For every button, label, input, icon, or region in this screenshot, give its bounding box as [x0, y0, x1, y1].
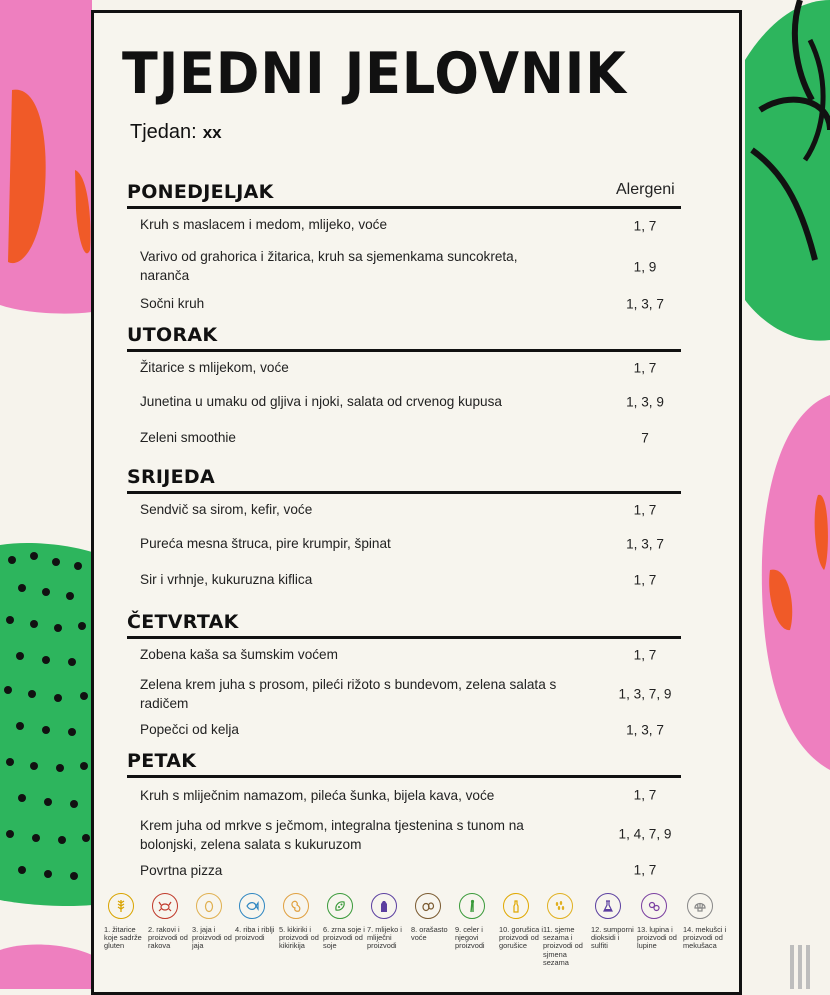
legend-label: 1. žitarice koje sadrže gluten — [104, 925, 142, 951]
fish-icon — [239, 893, 265, 919]
legend-label: 12. sumporni dioksidi i sulfiti — [591, 925, 634, 951]
day-title: ČETVRTAK — [127, 611, 681, 639]
week-label: Tjedan: — [130, 121, 197, 143]
meal-row — [127, 812, 681, 856]
allergens-header: Alergeni — [616, 181, 675, 198]
meal-row — [127, 778, 681, 812]
allergen-legend — [100, 893, 740, 989]
crab-icon — [152, 893, 178, 919]
day-title: PONEDJELJAK — [127, 181, 681, 209]
meal-text: Sir i vrhnje, kukuruzna kiflica — [140, 572, 313, 587]
legend-item — [411, 893, 455, 942]
meal-allergens: 1, 4, 7, 9 — [618, 826, 672, 842]
legend-label: 4. riba i riblji proizvodi — [235, 925, 275, 943]
meal-text: Junetina u umaku od gljiva i njoki, salata od crvenog kupusa — [140, 394, 502, 409]
meal-row — [127, 243, 681, 291]
meal-text: Kruh s mliječnim namazom, pileća šunka, bijela kava, voće — [140, 788, 495, 803]
meal-row — [127, 420, 681, 456]
week-value: xx — [202, 123, 222, 142]
meal-row — [127, 384, 681, 420]
legend-label: 5. kikiriki i proizvodi od kikirikija — [279, 925, 319, 951]
meal-text: Žitarice s mlijekom, voće — [140, 360, 289, 375]
legend-label: 6. zrna soje i proizvodi od soje — [323, 925, 365, 951]
legend-item — [499, 893, 543, 951]
meal-text: Zeleni smoothie — [140, 430, 236, 445]
legend-label: 2. rakovi i proizvodi od rakova — [148, 925, 188, 951]
day-title: PETAK — [127, 750, 681, 778]
day-section-friday — [127, 750, 681, 884]
meal-row — [127, 526, 681, 562]
page-title: TJEDNI JELOVNIK — [122, 41, 627, 107]
meal-row — [127, 562, 681, 598]
celery-icon — [459, 893, 485, 919]
day-section-tuesday — [127, 324, 681, 456]
meal-row — [127, 671, 681, 717]
legend-item — [148, 893, 192, 951]
legend-item — [235, 893, 279, 942]
meal-allergens: 1, 7 — [633, 647, 657, 663]
meal-row — [127, 494, 681, 526]
wheat-icon — [108, 893, 134, 919]
menu-sheet — [91, 10, 742, 995]
meal-text: Zelena krem juha s prosom, pileći rižoto s bundevom, zelena salata s radičem — [140, 677, 557, 711]
day-section-monday — [127, 181, 681, 317]
meal-text: Kruh s maslacem i medom, mlijeko, voće — [140, 217, 388, 232]
day-section-wednesday — [127, 466, 681, 598]
milk-icon — [371, 893, 397, 919]
legend-item — [279, 893, 323, 951]
meal-row — [127, 856, 681, 884]
lupin-icon — [641, 893, 667, 919]
meal-allergens: 1, 7 — [633, 862, 657, 878]
legend-label: 10. gorušica i proizvodi od gorušice — [499, 925, 543, 951]
meal-row — [127, 291, 681, 317]
week-line — [130, 121, 222, 144]
soy-icon — [327, 893, 353, 919]
meal-allergens: 1, 7 — [633, 218, 657, 234]
legend-item — [367, 893, 411, 951]
flask-icon — [595, 893, 621, 919]
legend-item — [323, 893, 367, 951]
meal-allergens: 1, 3, 7 — [626, 296, 664, 312]
legend-item — [455, 893, 499, 951]
legend-item — [683, 893, 727, 951]
legend-label: 11. sjeme sezama i proizvodi od sjmena sezama — [543, 925, 583, 967]
day-title: UTORAK — [127, 324, 681, 352]
meal-allergens: 1, 3, 7 — [626, 536, 664, 552]
meal-allergens: 1, 7 — [633, 502, 657, 518]
legend-label: 7. mlijeko i mliječni proizvodi — [367, 925, 402, 951]
legend-label: 8. orašasto voće — [411, 925, 448, 943]
meal-allergens: 1, 7 — [633, 787, 657, 803]
legend-label: 14. mekušci i proizvodi od mekušaca — [683, 925, 727, 951]
meal-text: Pureća mesna štruca, pire krumpir, špinat — [140, 536, 391, 551]
legend-item — [192, 893, 236, 951]
legend-item — [543, 893, 587, 967]
meal-allergens: 1, 3, 7, 9 — [618, 686, 672, 702]
meal-allergens: 1, 7 — [633, 360, 657, 376]
nut-icon — [415, 893, 441, 919]
mustard-icon — [503, 893, 529, 919]
meal-allergens: 1, 3, 9 — [626, 394, 664, 410]
shell-icon — [687, 893, 713, 919]
day-title: SRIJEDA — [127, 466, 681, 494]
meal-row — [127, 352, 681, 384]
meal-allergens: 1, 3, 7 — [626, 722, 664, 738]
meal-row — [127, 717, 681, 743]
meal-text: Sendvič sa sirom, kefir, voće — [140, 502, 313, 517]
peanut-icon — [283, 893, 309, 919]
meal-text: Varivo od grahorica i žitarica, kruh sa sjemenkama suncokreta, naranča — [140, 249, 518, 283]
legend-label: 9. celer i njegovi proizvodi — [455, 925, 485, 951]
legend-label: 13. lupina i proizvodi od lupine — [637, 925, 677, 951]
legend-item — [104, 893, 148, 951]
meal-text: Popečci od kelja — [140, 722, 239, 737]
meal-text: Krem juha od mrkve s ječmom, integralna tjestenina s tunom na bolonjski, zelena salata s kukuruzom — [140, 818, 524, 852]
meal-row — [127, 209, 681, 243]
legend-item — [637, 893, 681, 951]
meal-text: Sočni kruh — [140, 296, 205, 311]
meal-row — [127, 639, 681, 671]
legend-item — [591, 893, 635, 951]
meal-allergens: 7 — [641, 430, 649, 446]
meal-text: Povrtna pizza — [140, 863, 223, 878]
meal-allergens: 1, 9 — [633, 259, 657, 275]
egg-icon — [196, 893, 222, 919]
day-section-thursday — [127, 611, 681, 743]
meal-allergens: 1, 7 — [633, 572, 657, 588]
sesame-icon — [547, 893, 573, 919]
legend-label: 3. jaja i proizvodi od jaja — [192, 925, 232, 951]
meal-text: Zobena kaša sa šumskim voćem — [140, 647, 338, 662]
